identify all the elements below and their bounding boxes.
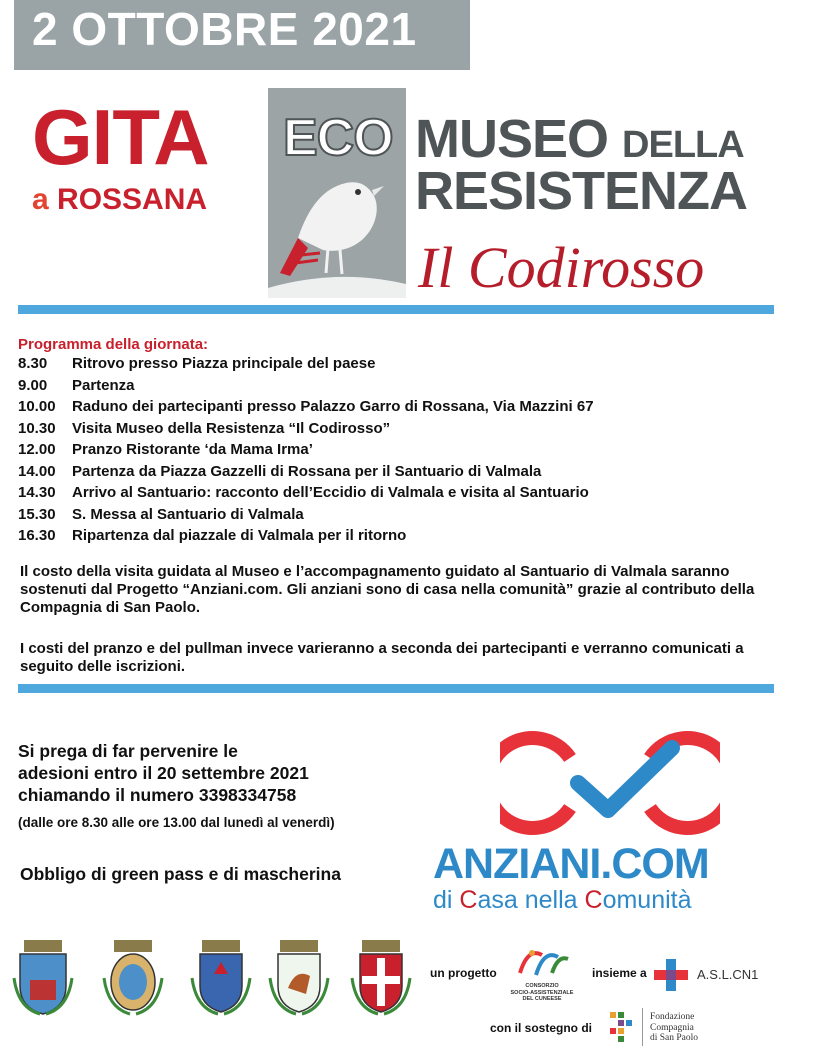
municipal-crest-icon xyxy=(10,938,76,1016)
program-item: 8.30 Ritrovo presso Piazza principale del paese xyxy=(18,355,376,372)
program-item: 12.00 Pranzo Ristorante ‘da Mama Irma’ xyxy=(18,441,313,458)
program-item: 16.30 Ripartenza dal piazzale di Valmala per il ritorno xyxy=(18,527,407,544)
registration-line-3: chiamando il numero 3398334758 xyxy=(18,785,297,805)
museum-word-museo: MUSEO xyxy=(415,109,609,169)
asl-cross-icon xyxy=(652,957,692,993)
museum-name-line2: RESISTENZA xyxy=(415,161,748,221)
museum-word-della: DELLA xyxy=(622,124,744,166)
together-label: insieme a xyxy=(592,966,647,980)
program-item: 10.30 Visita Museo della Resistenza “Il Codirosso” xyxy=(18,419,391,437)
program-item: 9.00 Partenza xyxy=(18,376,135,394)
divider-top xyxy=(18,305,774,314)
brand-name: ANZIANI.COM xyxy=(433,840,709,888)
program-list xyxy=(18,353,594,547)
fondazione-divider xyxy=(642,1008,643,1046)
registration-hours: (dalle ore 8.30 alle ore 13.00 dal lunedì al venerdì) xyxy=(18,815,335,830)
fondazione-name: Fondazione Compagnia di San Paolo xyxy=(650,1012,699,1043)
museum-eco-label: ECO xyxy=(283,109,393,167)
museum-subtitle: Il Codirosso xyxy=(418,235,705,300)
registration-line-2: adesioni entro il 20 settembre 2021 xyxy=(18,763,309,783)
costs-paragraph-2: I costi del pranzo e del pullman invece varieranno a seconda dei partecipanti e verranno comunicati a seguito delle iscrizioni. xyxy=(20,640,744,675)
costs-paragraph-1: Il costo della visita guidata al Museo e l’accompagnamento guidato al Santuario di Valmala saranno sostenuti dal Progetto “Anziani.com. Gli anziani sono di casa nella comunità” grazie al contributo della Compagnia di San Paolo. xyxy=(20,563,755,616)
program-item: 15.30 S. Messa al Santuario di Valmala xyxy=(18,505,304,523)
fondazione-mark-icon xyxy=(608,1010,636,1044)
csac-logo-icon xyxy=(512,945,572,981)
support-label: con il sostegno di xyxy=(490,1021,593,1035)
program-title: Programma della giornata: xyxy=(18,336,209,353)
municipal-crest-icon xyxy=(100,938,166,1016)
trip-destination xyxy=(32,184,207,216)
municipal-crest-icon xyxy=(188,938,254,1016)
program-item: 14.00 Partenza da Piazza Gazzelli di Rossana per il Santuario di Valmala xyxy=(18,462,542,480)
registration-block xyxy=(18,740,438,806)
project-label: un progetto xyxy=(430,966,497,980)
program-item: 14.30 Arrivo al Santuario: racconto dell’Eccidio di Valmala e visita al Santuario xyxy=(18,484,589,501)
divider-bottom xyxy=(18,684,774,693)
municipal-crest-icon xyxy=(266,938,332,1016)
csac-caption: CONSORZIO SOCIO-ASSISTENZIALE DEL CUNEESE xyxy=(510,983,574,1002)
event-date: 2 OTTOBRE 2021 xyxy=(32,3,417,55)
program-item: 10.00 Raduno dei partecipanti presso Palazzo Garro di Rossana, Via Mazzini 67 xyxy=(18,398,594,415)
asl-name: A.S.L.CN1 xyxy=(697,967,759,982)
trip-title: GITA xyxy=(32,93,209,181)
municipal-crest-icon xyxy=(348,938,414,1016)
destination-prefix: a xyxy=(32,183,49,216)
green-pass-notice: Obbligo di green pass e di mascherina xyxy=(20,864,341,884)
anziani-logo-icon xyxy=(500,728,720,838)
registration-line-1: Si prega di far pervenire le xyxy=(18,741,238,761)
destination-name: ROSSANA xyxy=(57,183,208,216)
brand-tagline: di Casa nella Comunità xyxy=(433,886,692,914)
